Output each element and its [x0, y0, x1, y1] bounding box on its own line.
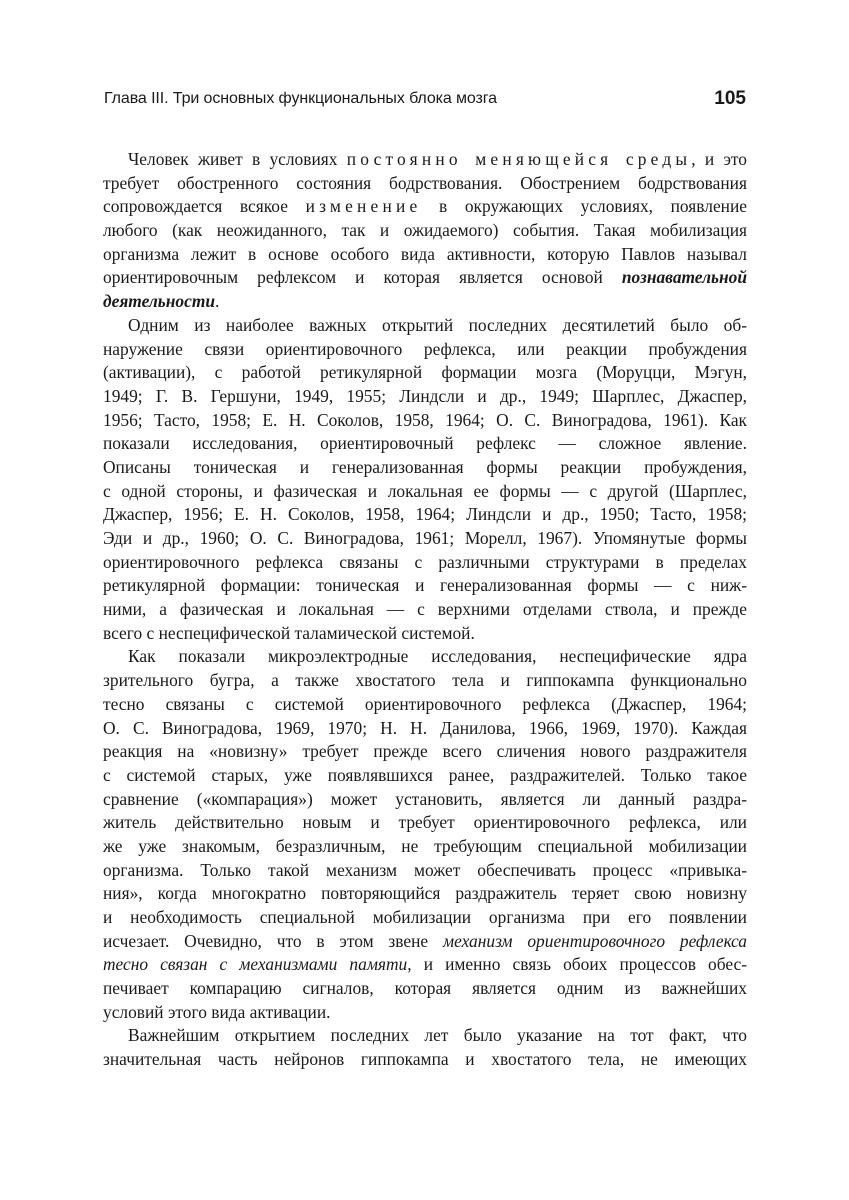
- text-line: сравнение («компарация») может установить, является ли данный раздра-: [103, 788, 747, 809]
- text-line: любого (как неожиданного, так и ожидаемого) события. Такая мобилизация: [103, 220, 747, 241]
- page-number: 105: [714, 88, 746, 109]
- text-line: наружение связи ориентировочного рефлекса, или реакции пробуждения: [103, 338, 747, 359]
- text-line: значительная часть нейронов гиппокампа и хвостатого тела, не имеющих: [103, 1049, 747, 1070]
- text-line: реакция на «новизну» требует прежде всего сличения нового раздражителя: [103, 741, 747, 762]
- italic-emphasis: тесно связан с механизмами памяти,: [103, 954, 412, 975]
- text-line: (активации), с работой ретикулярной формации мозга (Моруцци, Мэгун,: [103, 362, 747, 383]
- bold-italic-term: деятельности: [103, 291, 216, 312]
- text-line: показали исследования, ориентировочный рефлекс — сложное явление.: [103, 433, 747, 454]
- spaced-emphasis: изменение: [305, 196, 422, 217]
- text-line: ретикулярной формации: тоническая и генерализованная формы — с ниж-: [103, 575, 747, 596]
- text-line: с системой старых, уже появлявшихся ранее, раздражителей. Только такое: [103, 764, 747, 785]
- text-line: ориентировочного рефлекса связаны с различными структурами в пределах: [103, 551, 747, 572]
- text-line: ориентировочным рефлексом и которая является основой познавательной: [103, 267, 747, 288]
- text-line: житель действительно новым и требует ориентировочного рефлекса, или: [103, 812, 747, 833]
- text-line: Джаспер, 1956; Е. Н. Соколов, 1958, 1964; Линдсли и др., 1950; Тасто, 1958;: [103, 504, 747, 525]
- text-line: Человек живет в условиях постоянно меняющейся среды, и это: [128, 149, 747, 169]
- text-line: ния», когда многократно повторяющийся раздражитель теряет свою новизну: [103, 883, 747, 904]
- text-line: организма. Только такой механизм может обеспечивать процесс «привыка-: [103, 859, 747, 880]
- bold-italic-term: познавательной: [621, 267, 747, 288]
- spaced-emphasis: постоянно меняющейся среды: [346, 149, 692, 169]
- text-line: зрительного бугра, а также хвостатого тела и гиппокампа функционально: [103, 670, 747, 691]
- text-line: организма лежит в основе особого вида активности, которую Павлов называл: [103, 243, 747, 264]
- text-line: О. С. Виноградова, 1969, 1970; Н. Н. Данилова, 1966, 1969, 1970). Каждая: [103, 717, 747, 738]
- text-line: требует обостренного состояния бодрствования. Обострением бодрствования: [103, 172, 747, 193]
- text-line: деятельности.: [103, 291, 220, 312]
- chapter-title: Глава III. Три основных функциональных блока мозга: [104, 90, 497, 107]
- text-line: ними, а фазическая и локальная — с верхними отделами ствола, и прежде: [103, 599, 747, 620]
- text-line: исчезает. Очевидно, что в этом звене механизм ориентировочного рефлекса: [103, 930, 747, 951]
- running-header: [104, 88, 746, 112]
- text-line: всего с неспецифической таламической системой.: [103, 622, 475, 643]
- text-line: Описаны тоническая и генерализованная формы реакции пробуждения,: [103, 456, 747, 477]
- text-line: Как показали микроэлектродные исследования, неспецифические ядра: [128, 646, 747, 667]
- text-line: тесно связан с механизмами памяти, и именно связь обоих процессов обес-: [103, 954, 748, 975]
- text-line: с одной стороны, и фазическая и локальная ее формы — с другой (Шарплес,: [103, 480, 747, 501]
- text-line: Эди и др., 1960; О. С. Виноградова, 1961; Морелл, 1967). Упомянутые формы: [103, 528, 747, 548]
- italic-emphasis: механизм ориентировочного рефлекса: [442, 930, 747, 951]
- text-line: тесно связаны с системой ориентировочного рефлекса (Джаспер, 1964;: [103, 693, 747, 714]
- text-line: Важнейшим открытием последних лет было указание на тот факт, что: [128, 1025, 747, 1046]
- text-line: 1956; Тасто, 1958; Е. Н. Соколов, 1958, 1964; О. С. Виноградова, 1961). Как: [103, 409, 747, 430]
- text-line: печивает компарацию сигналов, которая является одним из важнейших: [103, 978, 747, 999]
- body-text: [103, 148, 747, 1072]
- text-line: и необходимость специальной мобилизации организма при его появлении: [103, 907, 747, 927]
- text-line: 1949; Г. В. Гершуни, 1949, 1955; Линдсли и др., 1949; Шарплес, Джаспер,: [103, 385, 747, 406]
- text-line: Одним из наиболее важных открытий последних десятилетий было об-: [128, 314, 747, 335]
- text-line: условий этого вида активации.: [103, 1001, 331, 1022]
- text-line: же уже знакомым, безразличным, не требующим специальной мобилизации: [103, 835, 747, 856]
- text-line: сопровождается всякое изменение в окружающих условиях, появление: [103, 196, 747, 217]
